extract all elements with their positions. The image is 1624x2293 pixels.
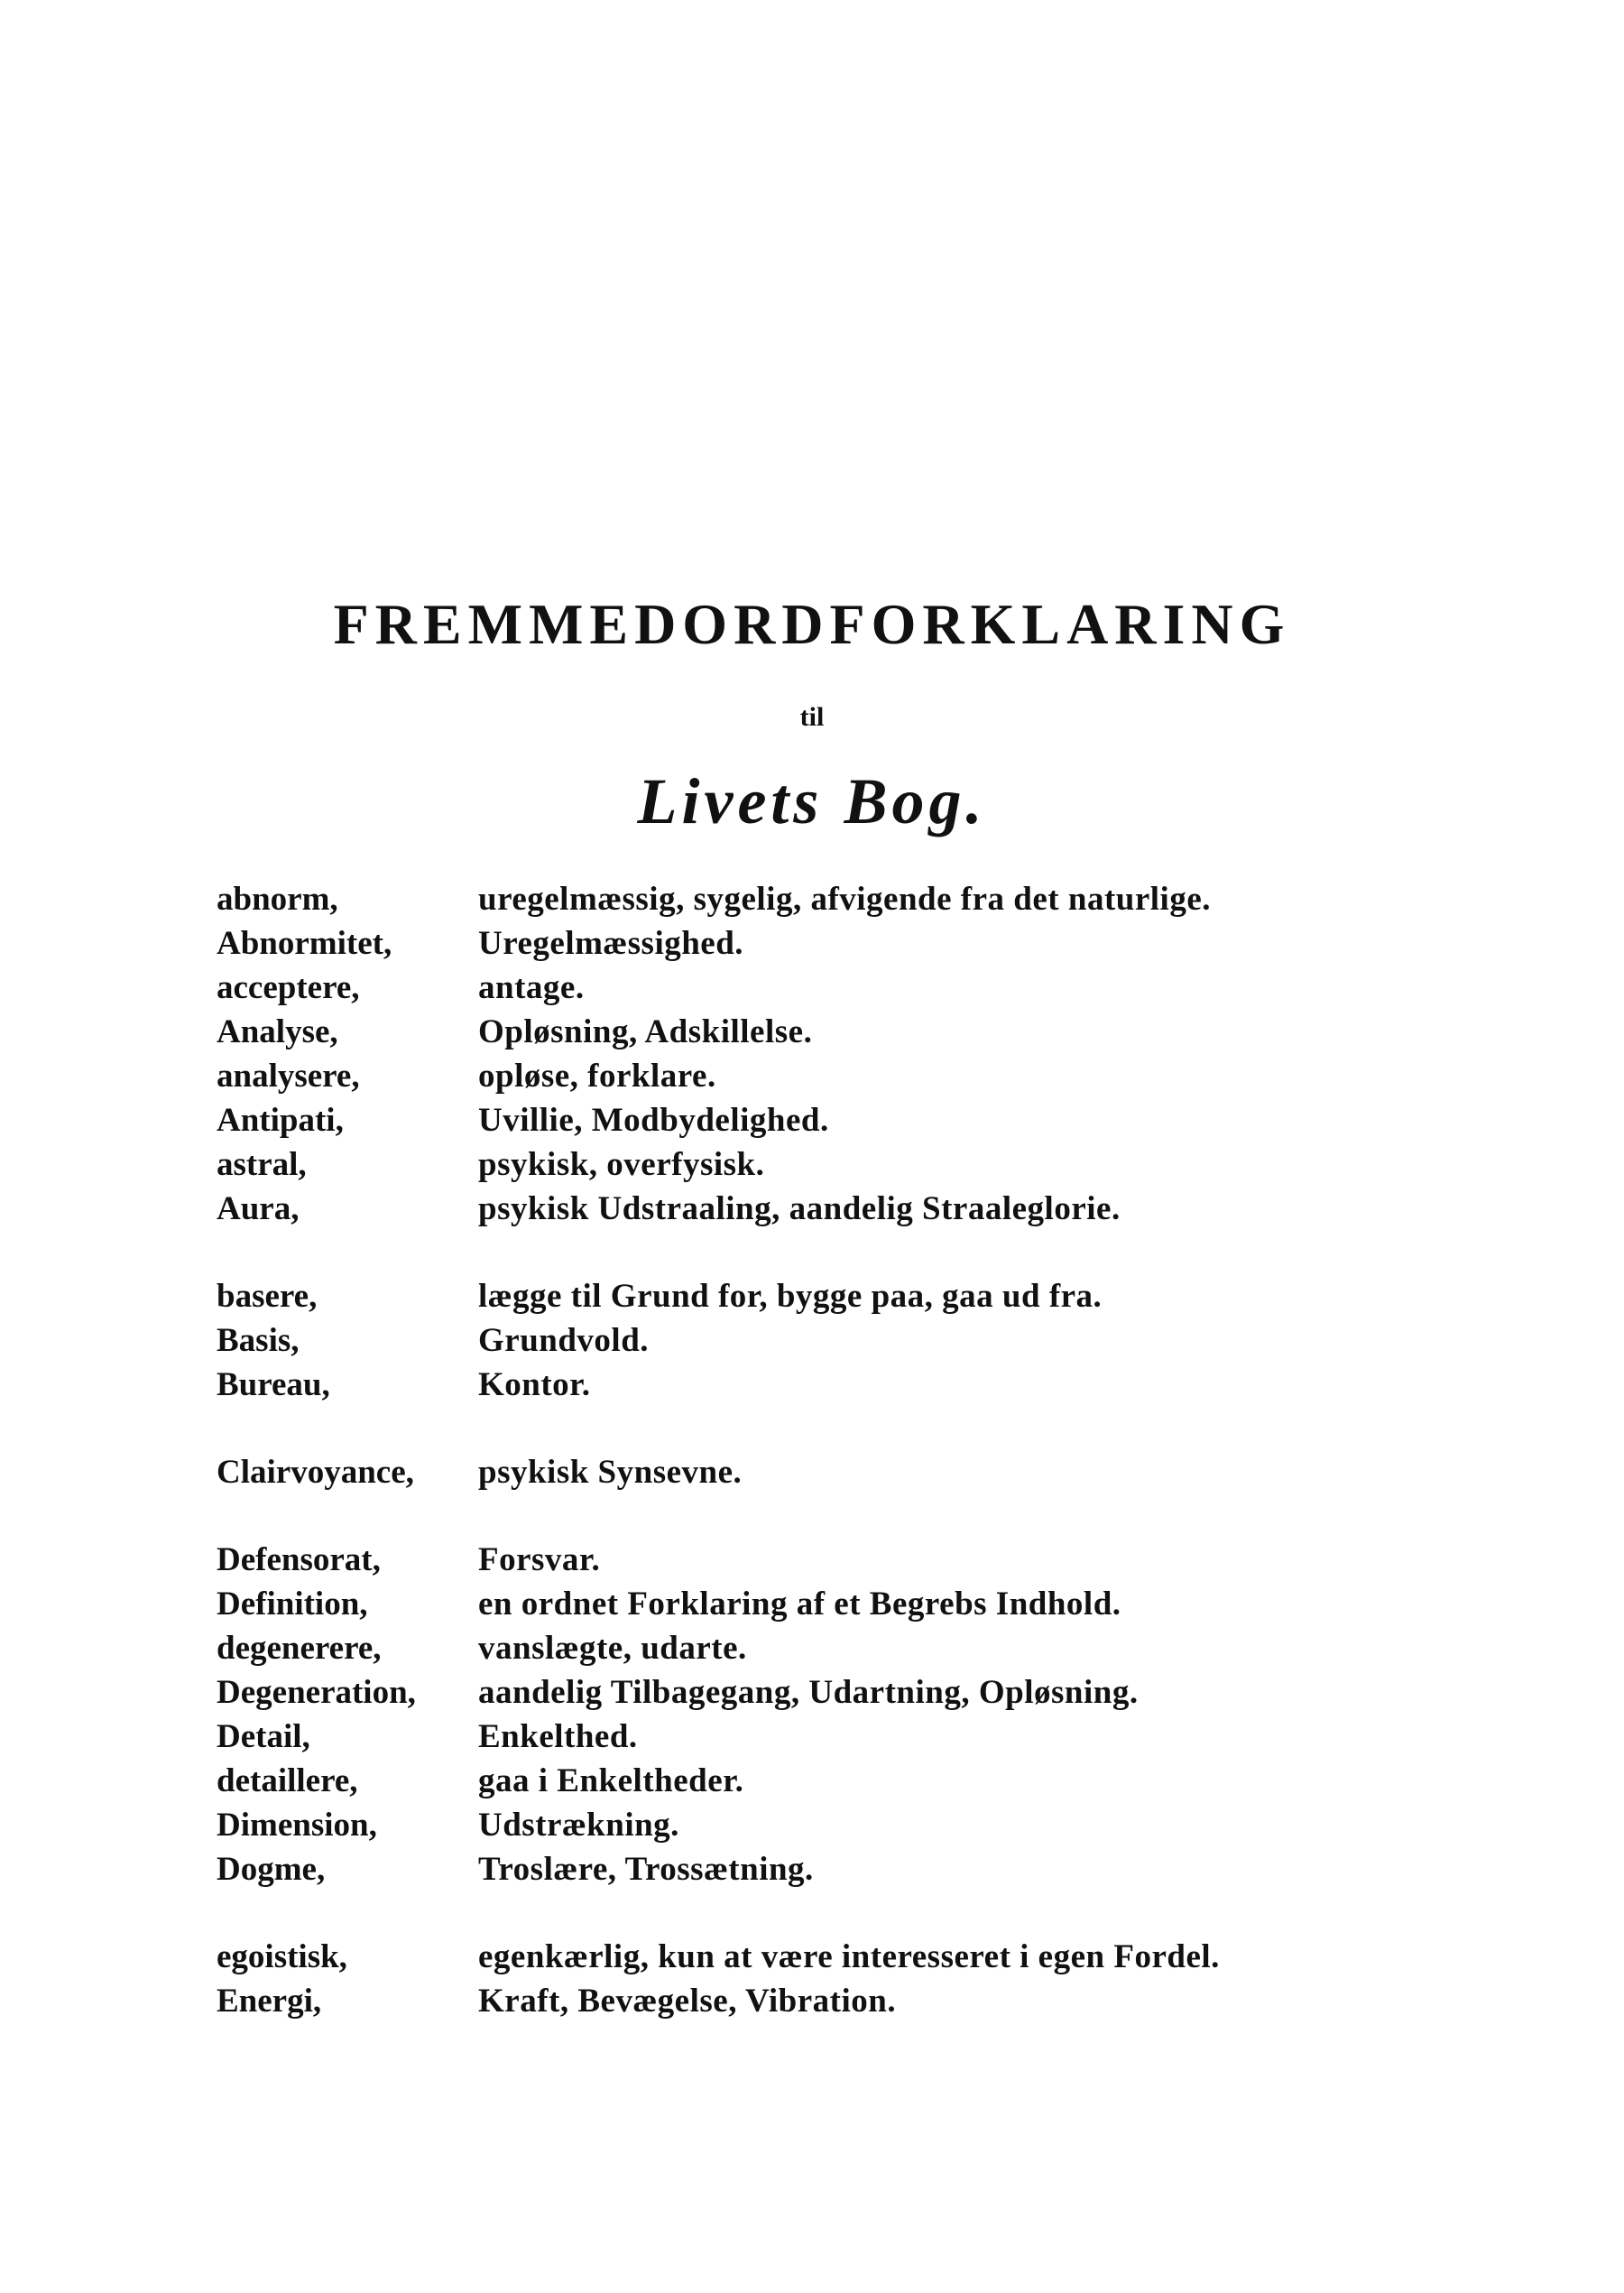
glossary-entry: [217, 1363, 1416, 1407]
entry-definition: Forsvar.: [478, 1541, 601, 1578]
glossary-entry: [217, 1538, 1416, 1582]
entry-term: Definition,: [217, 1586, 368, 1623]
glossary-entry: [217, 1318, 1416, 1363]
glossary-entry: [217, 1187, 1416, 1231]
entry-definition: aandelig Tilbagegang, Udartning, Opløsning.: [478, 1674, 1139, 1711]
entry-term: acceptere,: [217, 969, 360, 1006]
entry-definition: egenkærlig, kun at være interesseret i egen Fordel.: [478, 1938, 1220, 1975]
entry-term: Bureau,: [217, 1366, 330, 1403]
book-title: Livets Bog.: [637, 765, 987, 837]
entry-definition: Grundvold.: [478, 1322, 650, 1359]
entry-definition: antage.: [478, 969, 585, 1006]
glossary-entry: [217, 1274, 1416, 1318]
glossary-entry: [217, 877, 1416, 921]
title-connector: til: [799, 702, 825, 732]
entry-term: Dogme,: [217, 1851, 326, 1888]
page-title: FREMMEDORDFORKLARING: [333, 592, 1291, 656]
entry-term: astral,: [217, 1146, 307, 1183]
entry-term: Abnormitet,: [217, 925, 392, 962]
entry-term: Defensorat,: [217, 1541, 381, 1578]
entry-definition: Troslære, Trossætning.: [478, 1851, 814, 1888]
entry-term: Basis,: [217, 1322, 300, 1359]
entry-term: Clairvoyance,: [217, 1454, 414, 1491]
glossary-entry: [217, 1803, 1416, 1847]
entry-term: Aura,: [217, 1190, 300, 1227]
entry-term: Detail,: [217, 1718, 310, 1755]
entry-definition: Uvillie, Modbydelighed.: [478, 1102, 829, 1139]
glossary-entry: [217, 921, 1416, 966]
glossary-entry: [217, 1759, 1416, 1803]
entry-definition: lægge til Grund for, bygge paa, gaa ud fra.: [478, 1278, 1103, 1315]
glossary-group-d: [217, 1538, 1416, 1891]
glossary-group-c: [217, 1450, 1416, 1494]
entry-term: basere,: [217, 1278, 318, 1315]
entry-term: Dimension,: [217, 1807, 377, 1844]
entry-term: Analyse,: [217, 1013, 338, 1050]
glossary-entry: [217, 1450, 1416, 1494]
entry-definition: Udstrækning.: [478, 1807, 679, 1844]
entry-definition: Kraft, Bevægelse, Vibration.: [478, 1983, 897, 2020]
entry-term: Antipati,: [217, 1102, 344, 1139]
entry-term: egoistisk,: [217, 1938, 347, 1975]
glossary-entry: [217, 1670, 1416, 1715]
entry-definition: uregelmæssig, sygelig, afvigende fra det naturlige.: [478, 881, 1212, 918]
glossary-list: [217, 877, 1416, 2066]
entry-term: analysere,: [217, 1058, 360, 1095]
glossary-entry: [217, 1142, 1416, 1187]
glossary-entry: [217, 1098, 1416, 1142]
entry-definition: Opløsning, Adskillelse.: [478, 1013, 813, 1050]
entry-definition: psykisk, overfysisk.: [478, 1146, 765, 1183]
glossary-entry: [217, 1847, 1416, 1891]
entry-term: Degeneration,: [217, 1674, 416, 1711]
entry-definition: psykisk Synsevne.: [478, 1454, 743, 1491]
entry-definition: Uregelmæssighed.: [478, 925, 744, 962]
entry-term: abnorm,: [217, 881, 338, 918]
glossary-group-b: [217, 1274, 1416, 1407]
glossary-entry: [217, 1715, 1416, 1759]
glossary-entry: [217, 1054, 1416, 1098]
glossary-group-a: [217, 877, 1416, 1231]
entry-term: Energi,: [217, 1983, 322, 2020]
glossary-group-e: [217, 1935, 1416, 2023]
entry-definition: vanslægte, udarte.: [478, 1630, 747, 1667]
glossary-entry: [217, 966, 1416, 1010]
entry-definition: en ordnet Forklaring af et Begrebs Indhold.: [478, 1586, 1121, 1623]
glossary-entry: [217, 1626, 1416, 1670]
glossary-entry: [217, 1582, 1416, 1626]
entry-definition: gaa i Enkeltheder.: [478, 1762, 744, 1799]
glossary-entry: [217, 1935, 1416, 1979]
entry-definition: Kontor.: [478, 1366, 591, 1403]
entry-term: degenerere,: [217, 1630, 382, 1667]
entry-term: detaillere,: [217, 1762, 358, 1799]
glossary-entry: [217, 1979, 1416, 2023]
glossary-entry: [217, 1010, 1416, 1054]
entry-definition: opløse, forklare.: [478, 1058, 716, 1095]
entry-definition: psykisk Udstraaling, aandelig Straaleglorie.: [478, 1190, 1121, 1227]
entry-definition: Enkelthed.: [478, 1718, 638, 1755]
